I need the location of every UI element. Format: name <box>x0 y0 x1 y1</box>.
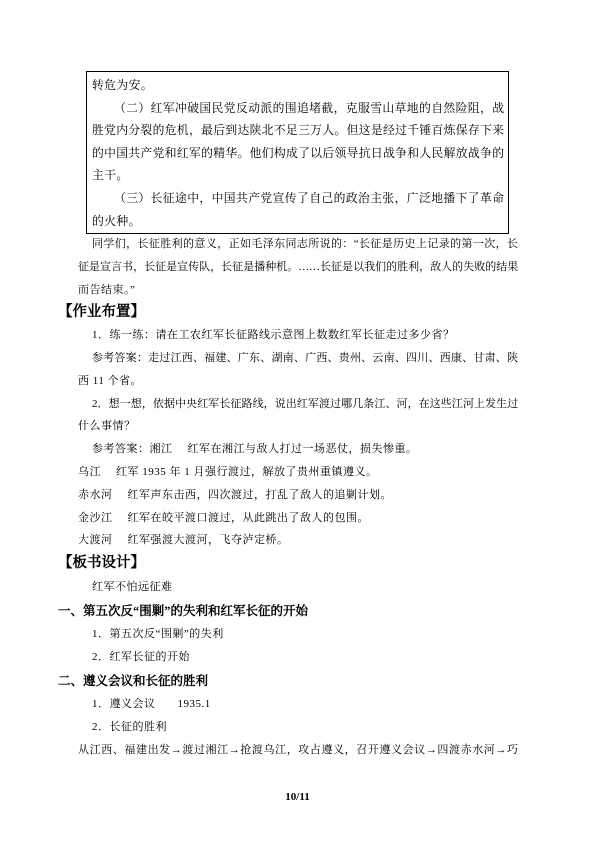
river-answer-row <box>58 461 518 484</box>
answer-label: 参考答案： <box>92 443 150 456</box>
board-title: 红军不怕远征难 <box>92 581 173 594</box>
river-event: 红军声东击西，四次渡过，打乱了敌人的追剿计划。 <box>127 488 392 501</box>
river-event: 红军 1935 年 1 月强行渡过，解放了贵州重镇遵义。 <box>116 465 378 478</box>
meeting-date: 1935.1 <box>177 697 211 710</box>
river-event: 红军强渡大渡河，飞夺泸定桥。 <box>127 534 289 547</box>
board-section-2-item: 2．长征的胜利 <box>92 721 167 734</box>
river-name: 赤水河 <box>78 488 113 501</box>
box-line: 主干。 <box>92 168 129 183</box>
box-line: 的火种。 <box>92 213 141 228</box>
board-design <box>58 576 518 762</box>
river-name: 乌江 <box>78 465 101 478</box>
river-answer-row <box>58 438 518 461</box>
board-design-heading: 【板书设计】 <box>58 555 145 572</box>
exercise-1-answer-line: 参考答案：走过江西、福建、广东、湖南、广西、贵州、云南、四川、西康、甘肃、陕 <box>92 351 518 364</box>
closing-paragraph-line: 同学们，长征胜利的意义，正如毛泽东同志所说的：“长征是历史上记录的第一次，长 <box>92 238 518 250</box>
closing-paragraph-line: 征是宣言书，长征是宣传队，长征是播种机。……长征是以我们的胜利，敌人的失败的结果 <box>78 260 518 273</box>
board-section-1-heading: 一、第五次反“围剿”的失利和红军长征的开始 <box>58 603 309 618</box>
closing-paragraph-line: 而告结束。” <box>78 283 136 296</box>
river-answer-row <box>58 507 518 530</box>
river-name: 大渡河 <box>78 534 113 547</box>
exercise-2-question-line: 2．想一想，依据中央红军长征路线，说出红军渡过哪几条江、河，在这些江河上发生过 <box>92 397 518 410</box>
board-section-2-heading: 二、遵义会议和长征的胜利 <box>58 673 209 688</box>
homework-heading: 【作业布置】 <box>58 304 145 321</box>
box-line: 的中国共产党和红军的精华。他们构成了以后领导抗日战争和人民解放战争的 <box>92 145 504 160</box>
lesson-summary-box <box>86 71 509 234</box>
box-line: 胜党内分裂的危机，最后到达陕北不足三万人。但这是经过千锤百炼保存下来 <box>92 123 504 138</box>
meeting-label: 1．遵义会议 <box>92 697 156 710</box>
board-section-1-item: 1．第五次反“围剿”的失利 <box>92 627 224 640</box>
board-section-1-item: 2．红军长征的开始 <box>92 651 190 664</box>
main-content <box>58 233 518 763</box>
page-number: 10/11 <box>285 791 310 803</box>
river-event: 红军在湘江与敌人打过一场恶仗，损失惨重。 <box>187 443 418 456</box>
box-line: （三）长征途中，中国共产党宣传了自己的政治主张，广泛地播下了革命 <box>114 190 504 205</box>
river-name: 湘江 <box>149 443 173 456</box>
exercise-1-answer-line: 西 11 个省。 <box>78 374 143 387</box>
river-answer-row <box>58 484 518 507</box>
box-line: 转危为安。 <box>92 78 153 92</box>
river-name: 金沙江 <box>78 511 113 524</box>
exercise-2-question-line: 什么事情？ <box>78 420 136 433</box>
board-section-2-item <box>58 693 518 716</box>
exercise-1-question: 1．练一练：请在工农红军长征路线示意图上数数红军长征走过多少省？ <box>92 329 455 342</box>
box-line: （二）红军冲破国民党反动派的围追堵截，克服雪山草地的自然险阻，战 <box>114 100 504 115</box>
river-event: 红军在皎平渡口渡过，从此跳出了敌人的包围。 <box>127 511 369 524</box>
river-answer-row <box>58 529 518 552</box>
march-route-line: 从江西、福建出发→渡过湘江→抢渡乌江，攻占遵义，召开遵义会议→四渡赤水河→巧 <box>78 744 518 757</box>
